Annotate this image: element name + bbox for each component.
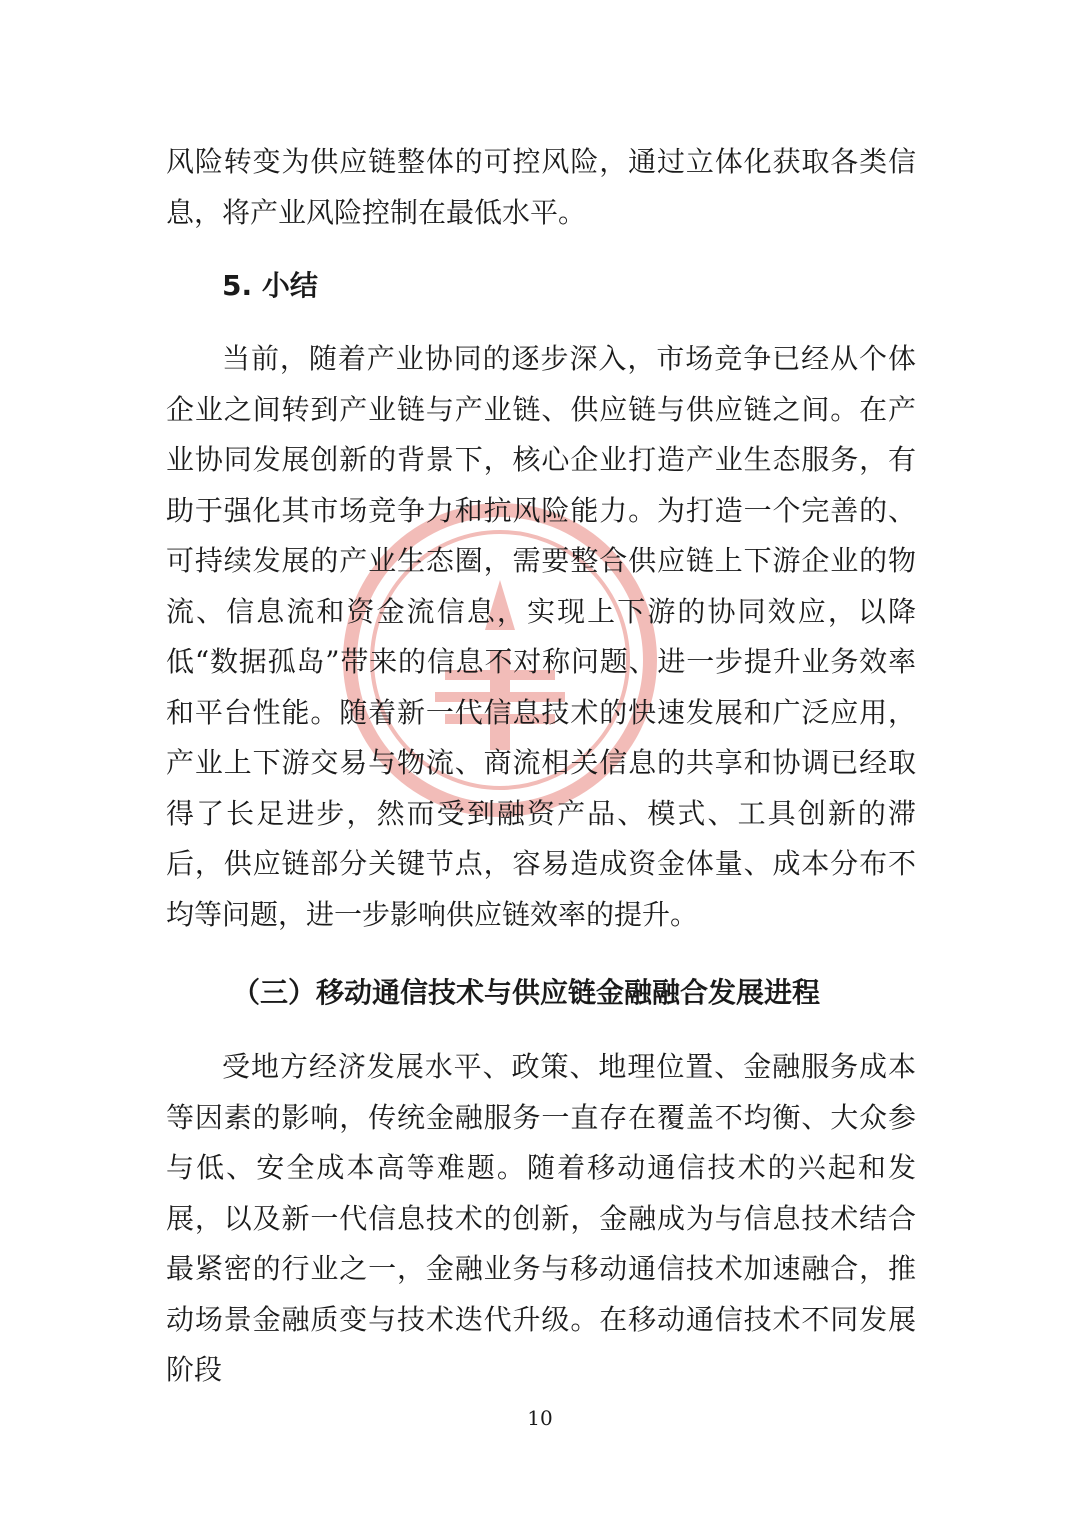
- heading-summary: 5. 小结: [222, 269, 318, 302]
- page-number: 10: [527, 1406, 553, 1430]
- paragraph-section-3-body: 受地方经济发展水平、政策、地理位置、金融服务成本等因素的影响，传统金融服务一直存在覆盖不均衡、大众参与低、安全成本高等难题。随着移动通信技术的兴起和发展，以及新一代信息技术的创新，金融成为与信息技术结合最紧密的行业之一，金融业务与移动通信技术加速融合，推动场景金融质变与技术迭代升级。在移动通信技术不同发展阶段: [166, 1050, 916, 1386]
- paragraph-summary-body: 当前，随着产业协同的逐步深入，市场竞争已经从个体企业之间转到产业链与产业链、供应链与供应链之间。在产业协同发展创新的背景下，核心企业打造产业生态服务，有助于强化其市场竞争力和抗风险能力。为打造一个完善的、可持续发展的产业生态圈，需要整合供应链上下游企业的物流、信息流和资金流信息，实现上下游的协同效应，以降低“数据孤岛”带来的信息不对称问题、进一步提升业务效率和平台性能。随着新一代信息技术的快速发展和广泛应用，产业上下游交易与物流、商流相关信息的共享和协调已经取得了长足进步，然而受到融资产品、模式、工具创新的滞后，供应链部分关键节点，容易造成资金体量、成本分布不均等问题，进一步影响供应链效率的提升。: [166, 342, 916, 931]
- heading-section-3: （三）移动通信技术与供应链金融融合发展进程: [232, 976, 821, 1009]
- paragraph-intro-continuation: 风险转变为供应链整体的可控风险，通过立体化获取各类信息，将产业风险控制在最低水平。: [166, 145, 916, 229]
